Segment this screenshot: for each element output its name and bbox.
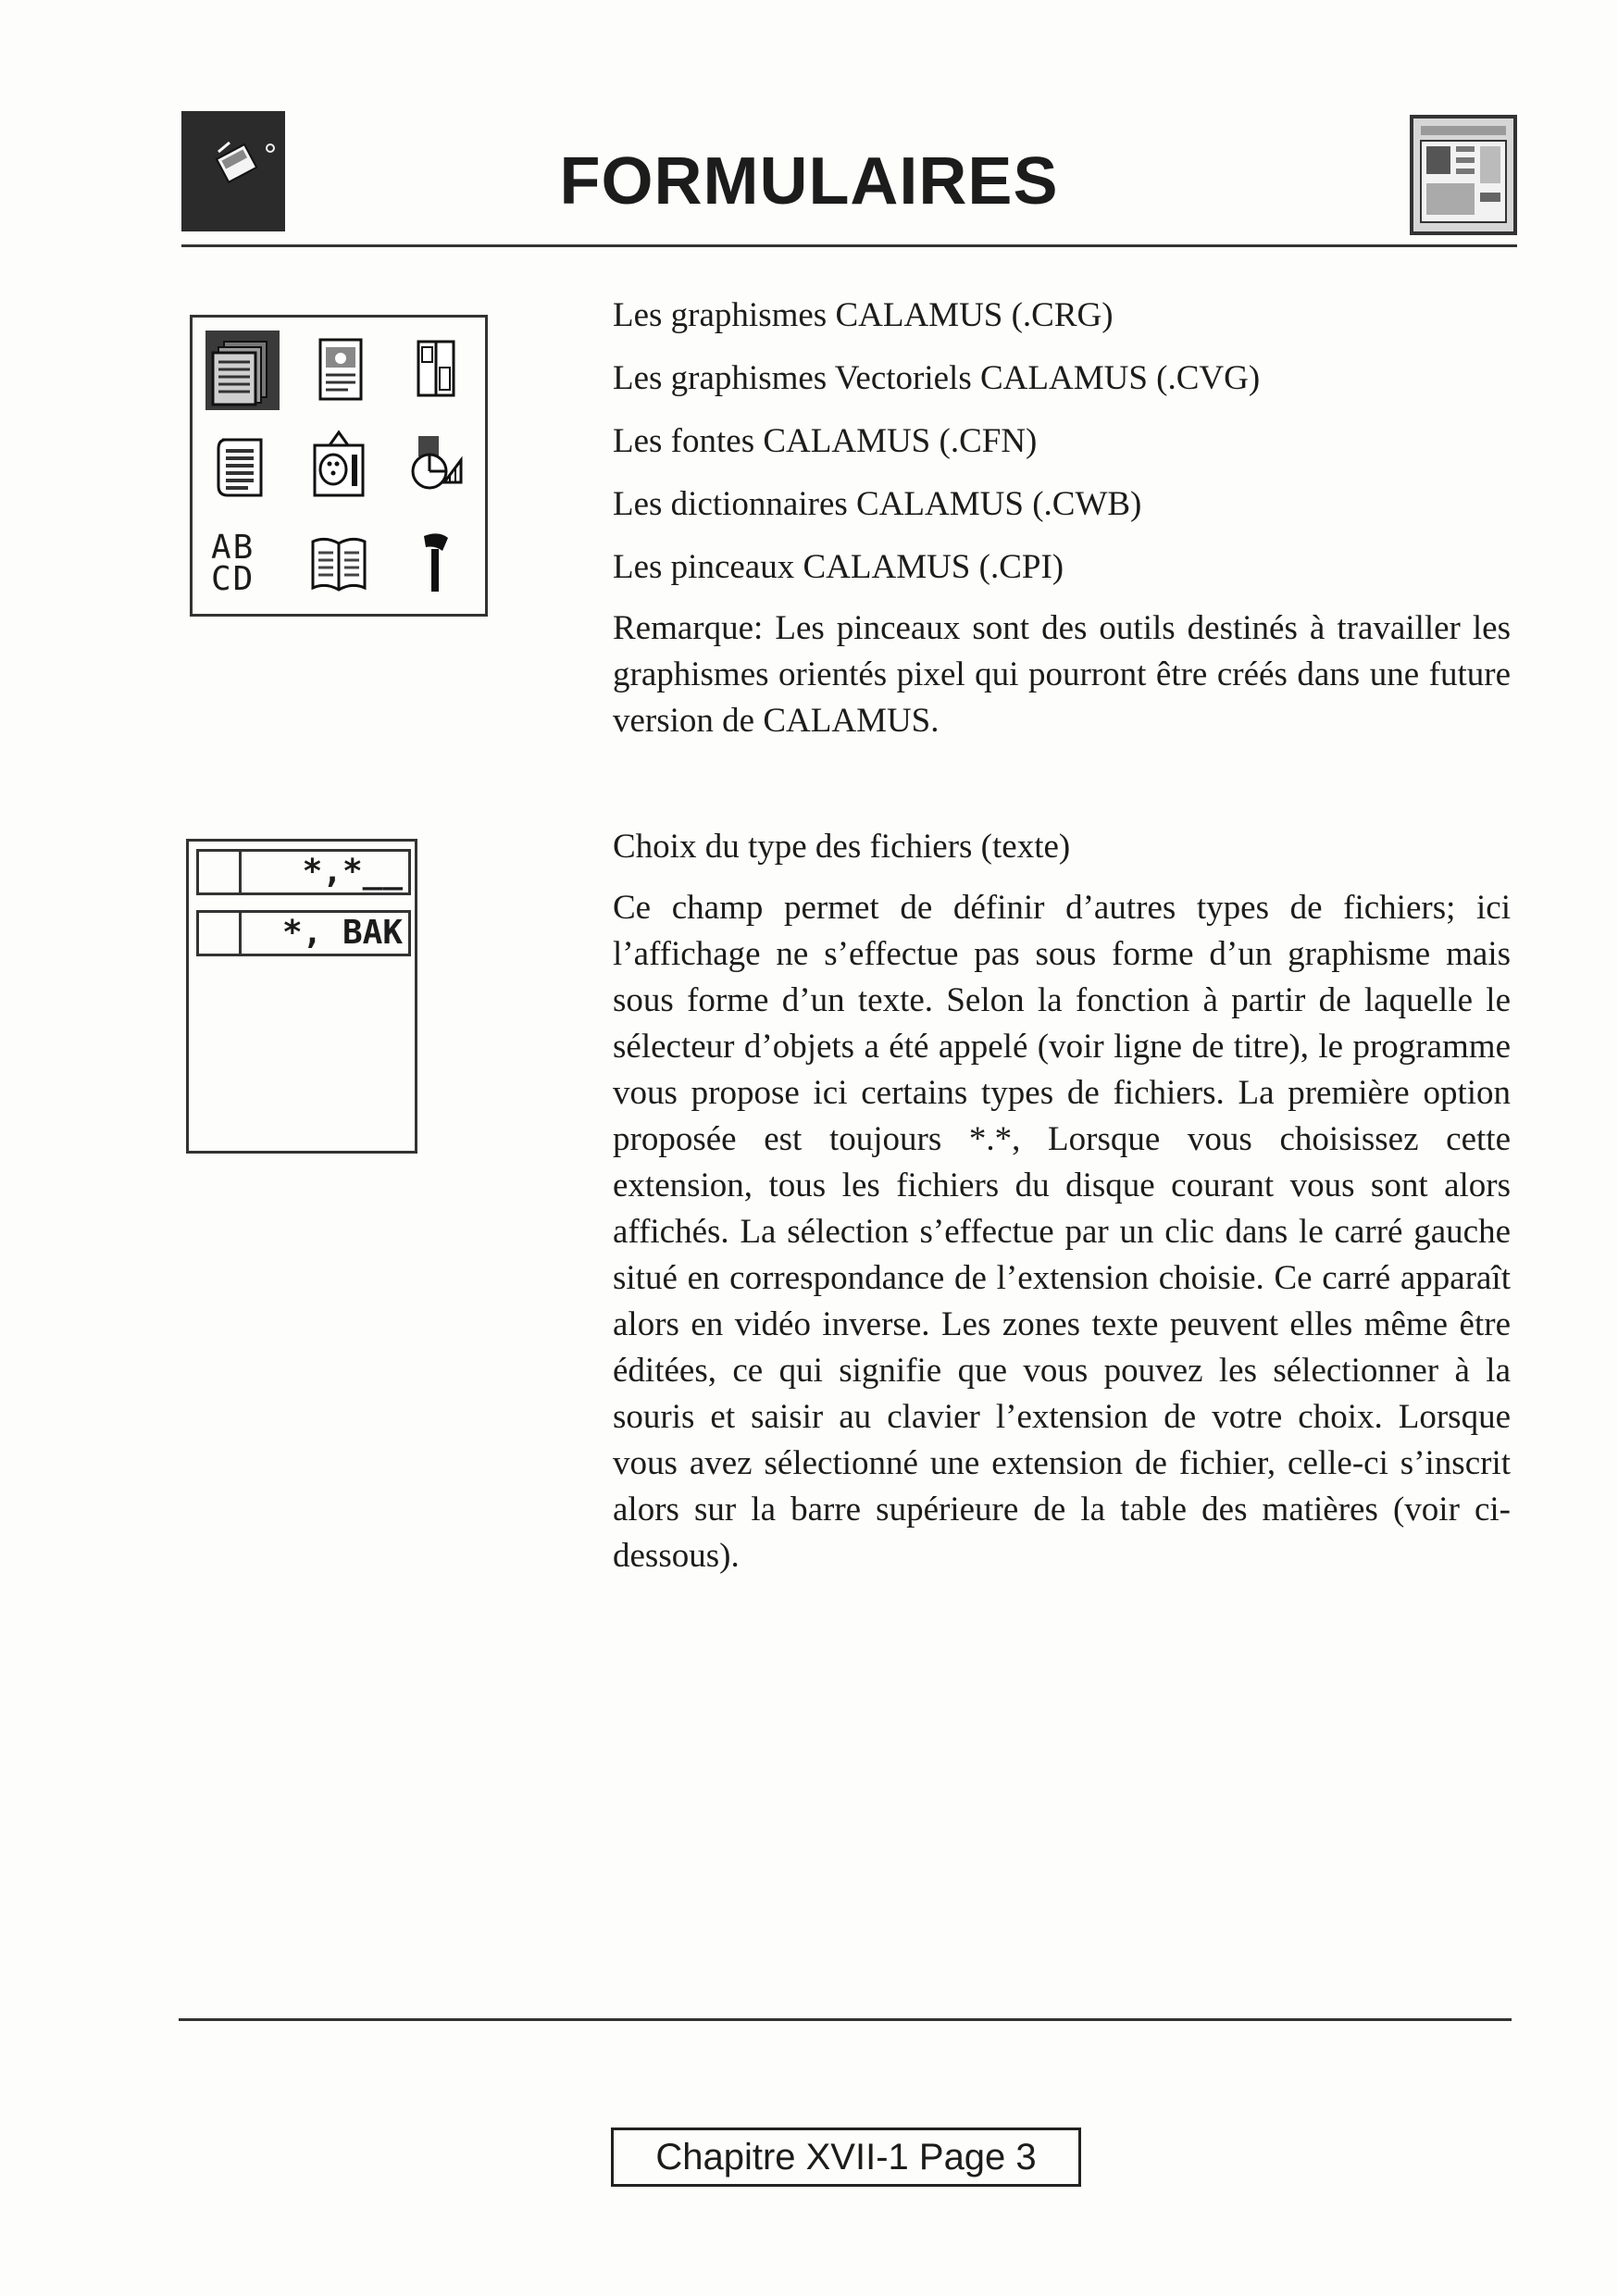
crg-graphics-icon[interactable] <box>205 331 280 410</box>
section-heading: Choix du type des fichiers (texte) <box>613 828 1071 866</box>
extension-checkbox[interactable] <box>199 852 242 892</box>
section-body: Ce champ permet de définir d’autres types de fichiers; ici l’affichage ne s’effectue pas sous forme d’un graphisme mais sous forme d’un texte. Selon la fonction à partir de laquelle le sélecteur d’objets a été appelé (voir ligne de titre), le programme vous propose ici certains types de fichiers. La première option proposée est toujours *.*, Lorsque vous choisissez cette extension, tous les fichiers du disque courant vous sont alors affichés. La sélection s’effectue par un clic dans le carré gauche situé en correspondance de l’extension choisie. Ce carré apparaît alors en vidéo inverse. Les zones texte peuvent elles même être éditées, ce qui signifie que vous pouvez les sélectionner à la souris et saisir au clavier l’extension de votre choix. Lorsque vous avez sélectionné une extension de fichier, celle-ci s’inscrit alors sur la barre supérieure de la table des matières (voir ci-dessous). <box>613 889 1511 1575</box>
file-type-icon-panel <box>190 315 488 617</box>
extension-field[interactable]: *,*__ <box>302 853 403 891</box>
extension-checkbox[interactable] <box>199 913 242 954</box>
pie-chart-icon[interactable] <box>398 427 472 506</box>
font-abcd-icon[interactable] <box>205 523 280 603</box>
font-letters-top: AB <box>211 529 255 567</box>
file-type-cfn: Les fontes CALAMUS (.CFN) <box>613 422 1038 460</box>
cvg-scroll-icon[interactable] <box>205 427 280 506</box>
header-divider <box>181 244 1517 247</box>
extension-row[interactable] <box>196 849 411 895</box>
dictionary-book-icon[interactable] <box>302 523 376 603</box>
palette-icon[interactable] <box>302 427 376 506</box>
page-title: FORMULAIRES <box>559 144 1059 218</box>
extension-field[interactable]: *, BAK <box>281 914 403 952</box>
file-type-cpi: Les pinceaux CALAMUS (.CPI) <box>613 548 1064 586</box>
footer-divider <box>179 2018 1512 2021</box>
page-number-label: Chapitre XVII-1 Page 3 <box>611 2128 1081 2187</box>
picture-document-icon[interactable] <box>302 331 376 410</box>
file-type-cwb: Les dictionnaires CALAMUS (.CWB) <box>613 485 1142 523</box>
window-thumbnail-icon <box>1410 115 1517 235</box>
extension-row[interactable] <box>196 910 411 956</box>
font-letters-bottom: CD <box>211 560 255 598</box>
remark-paragraph: Remarque: Les pinceaux sont des outils destinés à travailler les graphismes orientés pixel qui pourront être créés dans une future version de CALAMUS. <box>613 609 1511 740</box>
brush-icon[interactable] <box>398 523 472 603</box>
page-layout-icon[interactable] <box>398 331 472 410</box>
extension-selector-panel <box>186 839 417 1154</box>
file-type-cvg: Les graphismes Vectoriels CALAMUS (.CVG) <box>613 359 1261 397</box>
file-type-crg: Les graphismes CALAMUS (.CRG) <box>613 296 1114 334</box>
